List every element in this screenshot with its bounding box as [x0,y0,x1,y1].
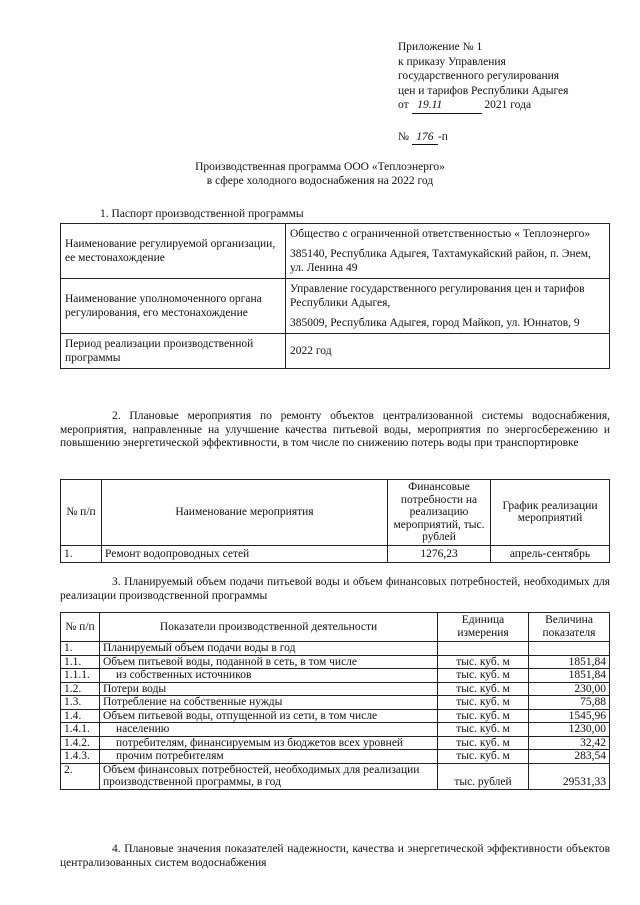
cell-value [529,642,610,656]
col-schedule: График реализации мероприятий [491,480,610,546]
passport-value-line: 385140, Республика Адыгея, Тахтамукайский район, п. Энем, ул. Ленина 49 [290,248,591,274]
cell-unit: тыс. куб. м [438,750,529,764]
col-value: Величина показателя [529,613,610,642]
cell-unit: тыс. куб. м [438,709,529,723]
cell-indicator: Потребление на собственные нужды [100,696,438,710]
section4-text: 4. Плановые значения показателей надежности, качества и энергетической эффективности объектов централизованных систем водоснабжения [60,843,610,869]
cell-num: 1.3. [61,696,100,710]
appendix-line: к приказу Управления [398,55,506,68]
cell-unit: тыс. куб. м [438,696,529,710]
number-suffix: -п [437,131,448,143]
cell-indicator: из собственных источников [100,669,438,683]
table-row [61,655,610,669]
number-prefix: № [398,131,409,143]
table-row [61,709,610,723]
cell-finance: 1276,23 [388,545,491,562]
appendix-line: государственного регулирования [398,70,560,82]
appendix-line: Приложение № 1 [398,41,483,53]
cell-indicator: прочим потребителям [100,750,438,764]
cell-value: 29531,33 [529,763,610,789]
cell-indicator: Объем питьевой воды, отпущенной из сети, в том числе [100,709,438,723]
appendix-date [398,98,613,114]
passport-label: Наименование уполномоченного органа регулирования, его местонахождение [61,279,286,334]
cell-value: 1851,84 [529,655,610,669]
appendix-block [398,40,613,114]
title-line-2: в сфере холодного водоснабжения на 2022 год [206,175,434,187]
cell-unit [438,642,529,656]
table-header-row [61,480,610,546]
cell-num: 1.4.2. [61,736,100,750]
col-num: № п/п [61,480,102,546]
table-row [61,750,610,764]
cell-value: 230,00 [529,682,610,696]
passport-label: Период реализации производственной программы [61,334,286,369]
cell-num: 1.4. [61,709,100,723]
appendix-line: цен и тарифов Республики Адыгея [398,84,569,97]
table-row [61,642,610,656]
cell-num: 2. [61,763,100,789]
cell-value: 1545,96 [529,709,610,723]
document-title [0,160,640,188]
table-row [61,334,610,369]
table-row [61,279,610,334]
passport-value [286,224,610,279]
col-name: Наименование мероприятия [102,480,388,546]
cell-name: Ремонт водопроводных сетей [102,545,388,562]
table-row [61,736,610,750]
cell-unit: тыс. куб. м [438,655,529,669]
col-indicator: Показатели производственной деятельности [100,613,438,642]
cell-num: 1.1. [61,655,100,669]
cell-schedule: апрель-сентябрь [491,545,610,562]
table-row [61,545,610,562]
title-line-1: Производственная программа ООО «Теплоэнерго» [195,161,445,173]
cell-unit: тыс. куб. м [438,723,529,737]
table-row [61,682,610,696]
date-prefix: от [398,99,409,111]
section3-text: 3. Планируемый объем подачи питьевой воды и объем финансовых потребностей, необходимых для реализации производственной программы [60,576,610,602]
cell-unit: тыс. куб. м [438,736,529,750]
cell-indicator: Планируемый объем подачи воды в год [100,642,438,656]
passport-value-line: Управление государственного регулирования цен и тарифов Республики Адыгея, [290,283,585,309]
passport-value-line: 385009, Республика Адыгея, город Майкоп, ул. Юннатов, 9 [290,317,580,329]
cell-indicator: Потери воды [100,682,438,696]
col-unit: Единица измерения [438,613,529,642]
table-row [61,224,610,279]
passport-value: 2022 год [286,334,610,369]
cell-unit: тыс. куб. м [438,669,529,683]
table-row [61,723,610,737]
table-row [61,696,610,710]
cell-num: 1.4.3. [61,750,100,764]
cell-num: 1.2. [61,682,100,696]
col-num: № п/п [61,613,100,642]
cell-value: 1851,84 [529,669,610,683]
table-header-row [61,613,610,642]
cell-value: 75,88 [529,696,610,710]
cell-num: 1.1.1. [61,669,100,683]
cell-indicator: Объем финансовых потребностей, необходимых для реализации производственной программы, в год [100,763,438,789]
cell-value: 1230,00 [529,723,610,737]
passport-table [60,223,610,369]
cell-indicator: Объем питьевой воды, поданной в сеть, в том числе [100,655,438,669]
volume-table [60,612,610,790]
cell-num: 1.4.1. [61,723,100,737]
cell-unit: тыс. рублей [438,763,529,789]
measures-table [60,479,610,563]
table-row [61,763,610,789]
passport-label: Наименование регулируемой организации, ее местонахождение [61,224,286,279]
order-number [398,130,448,145]
passport-value-line: Общество с ограниченной ответственностью « Теплоэнерго» [290,228,591,240]
table-row [61,669,610,683]
section2-text: 2. Плановые мероприятия по ремонту объектов централизованной системы водоснабжения, мероприятия, направленные на улучшение качества питьевой воды, мероприятия по энергосбережению и повышению энергетической эффективности, в том числе по снижению потерь воды при транспортировке [60,410,610,449]
cell-value: 283,54 [529,750,610,764]
cell-value: 32,42 [529,736,610,750]
passport-value [286,279,610,334]
section1-heading: 1. Паспорт производственной программы [100,208,304,220]
cell-indicator: населению [100,723,438,737]
cell-unit: тыс. куб. м [438,682,529,696]
col-finance: Финансовые потребности на реализацию мероприятий, тыс. рублей [388,480,491,546]
cell-indicator: потребителям, финансируемым из бюджетов всех уровней [100,736,438,750]
date-value: 19.11 [412,98,482,114]
number-value: 176 [412,130,438,145]
cell-num: 1. [61,642,100,656]
cell-num: 1. [61,545,102,562]
date-suffix: 2021 года [484,99,532,111]
